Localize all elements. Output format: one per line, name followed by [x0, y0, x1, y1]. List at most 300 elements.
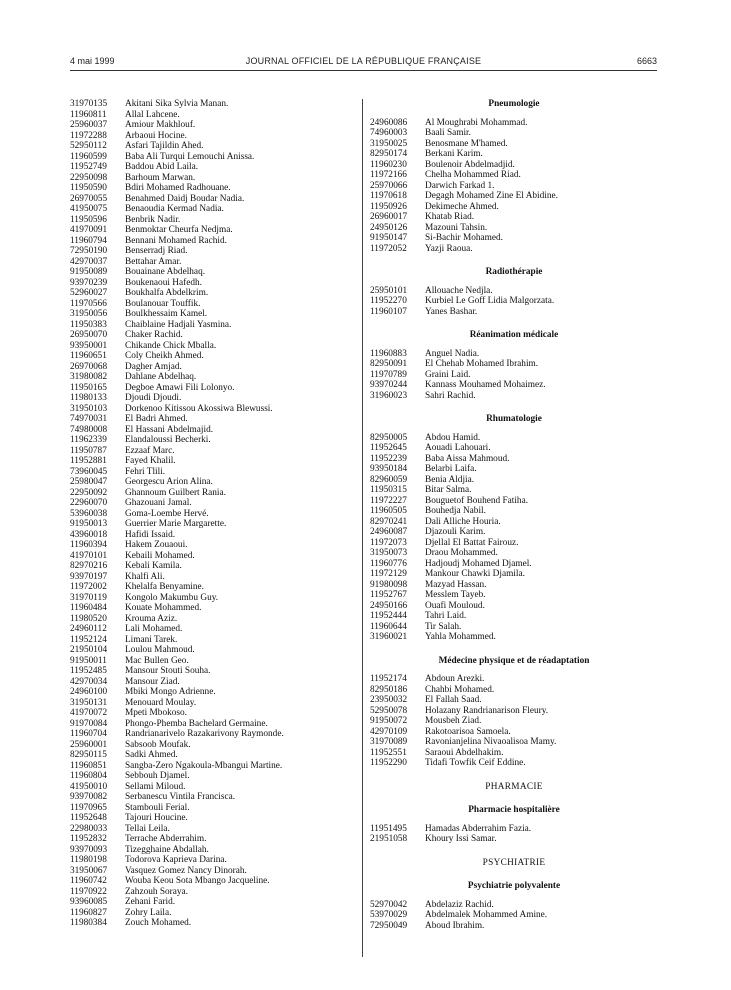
list-item [70, 708, 355, 719]
candidate-number: 11960811 [70, 109, 107, 120]
list-item [70, 425, 355, 436]
candidate-name: Benmoktar Cheurfa Nedjma. [125, 225, 233, 235]
candidate-number: 11960107 [370, 306, 407, 317]
spacer [370, 278, 658, 286]
list-item [370, 191, 658, 202]
list-item [370, 118, 658, 129]
candidate-name: Lali Mohamed. [125, 624, 183, 634]
candidate-name: Boukhalfa Abdelkrim. [125, 288, 209, 298]
candidate-name: Menouard Moulay. [125, 697, 197, 708]
candidate-name: Fehri Tlili. [125, 466, 166, 477]
list-item [70, 740, 355, 751]
list-item [70, 750, 355, 761]
candidate-name: Wouba Keou Sota Mbango Jacqueline. [125, 876, 270, 886]
list-item [370, 149, 658, 160]
candidate-name: El Fallah Saad. [425, 695, 482, 705]
candidate-name: Todorova Kaprieva Darina. [125, 855, 227, 865]
candidate-number: 11972073 [370, 537, 407, 548]
candidate-name: Hakem Zouaoui. [125, 540, 188, 550]
list-item [70, 645, 355, 656]
section-title-medecine-physique: Médecine physique et de réadaptation [438, 655, 590, 666]
candidate-name: Boulkhessaim Kamel. [125, 309, 208, 319]
section-title-reanimation: Réanimation médicale [469, 330, 559, 340]
candidate-name: Chaiblaine Hadjali Yasmina. [125, 319, 232, 330]
candidate-name: Ravonianjelina Nivaoalisoa Mamy. [425, 737, 557, 747]
list-item [70, 530, 355, 541]
list-item [70, 876, 355, 887]
candidate-name: Draou Mohammed. [425, 548, 498, 558]
list-item [70, 383, 355, 394]
candidate-name: Tajouri Houcine. [125, 813, 188, 823]
candidate-name: Ouafi Mouloud. [425, 600, 485, 611]
candidate-number: 11950787 [70, 445, 107, 456]
list-item [370, 464, 658, 475]
spacer [370, 341, 658, 349]
candidate-name: Zahzouh Soraya. [125, 886, 188, 897]
radiotherapie-list [370, 286, 658, 318]
list-item [70, 467, 355, 478]
candidate-number: 91950147 [370, 233, 408, 243]
list-item [70, 866, 355, 877]
candidate-name: Boulenoir Abdelmadjid. [425, 159, 515, 170]
candidate-number: 11951495 [370, 823, 407, 834]
candidate-name: Kebali Kamila. [125, 561, 182, 571]
candidate-name: Asfari Tajildin Ahed. [125, 141, 204, 151]
section-title-pneumologie: Pneumologie [488, 99, 540, 109]
candidate-number: 52960027 [70, 288, 108, 298]
list-item [70, 404, 355, 415]
candidate-name: Mpeti Mbokoso. [125, 708, 187, 718]
candidate-name: Baba Ali Turqui Lemouchi Anissa. [125, 151, 255, 162]
candidate-name: Arbaoui Hocine. [125, 130, 187, 141]
candidate-number: 93970197 [70, 571, 108, 582]
candidate-name: Bitar Salma. [425, 485, 472, 495]
list-item [370, 443, 658, 454]
list-item [70, 834, 355, 845]
candidate-number: 31950056 [70, 309, 108, 319]
list-item [70, 110, 355, 121]
candidate-name: Chahbi Mohamed. [425, 684, 495, 695]
candidate-name: Tahri Laid. [425, 611, 467, 621]
candidate-name: Hadjoudj Mohamed Djamel. [425, 558, 532, 569]
candidate-number: 82950091 [370, 359, 408, 369]
candidate-name: Tellai Leila. [125, 823, 170, 834]
candidate-number: 11950926 [370, 201, 407, 212]
spacer [370, 792, 658, 805]
candidate-number: 22950098 [70, 172, 108, 183]
candidate-number: 25960037 [70, 120, 108, 130]
list-item [370, 233, 658, 244]
candidate-name: Chikande Chick Mballa. [125, 340, 217, 351]
candidate-name: Tidafi Towfik Ceif Eddine. [425, 758, 526, 768]
candidate-name: Barhoum Marwan. [125, 172, 196, 183]
candidate-number: 11972129 [370, 569, 407, 579]
list-item [370, 139, 658, 150]
list-item [70, 414, 355, 425]
list-item [70, 582, 355, 593]
candidate-name: Sebbouh Djamel. [125, 771, 190, 781]
list-item [370, 181, 658, 192]
candidate-name: Anguel Nadia. [425, 348, 480, 359]
list-item [70, 278, 355, 289]
candidate-name: Stambouli Ferial. [125, 802, 190, 813]
candidate-name: Krouma Aziz. [125, 613, 178, 624]
list-item [70, 687, 355, 698]
candidate-name: Terrache Abderrahim. [125, 834, 207, 844]
candidate-number: 24950166 [370, 600, 408, 611]
candidate-name: Georgescu Arion Alina. [125, 477, 213, 487]
candidate-number: 11960505 [370, 506, 407, 516]
spacer [370, 666, 658, 674]
candidate-name: Sadki Ahmed. [125, 750, 178, 760]
candidate-number: 31970135 [70, 99, 108, 109]
list-item [70, 761, 355, 772]
candidate-name: Sellami Miloud. [125, 781, 186, 792]
candidate-number: 11960742 [70, 876, 107, 886]
candidate-number: 82950186 [370, 684, 408, 695]
candidate-name: Djellal El Battat Fairouz. [425, 537, 519, 548]
candidate-number: 11970922 [70, 886, 107, 897]
spacer [370, 401, 658, 414]
candidate-name: Darwich Farkad 1. [425, 180, 495, 191]
candidate-name: Bennani Mohamed Rachid. [125, 235, 227, 246]
candidate-number: 11960804 [70, 771, 107, 781]
list-item [70, 351, 355, 362]
list-item [70, 918, 355, 929]
candidate-name: Randrianarivelo Razakarivony Raymonde. [125, 729, 284, 739]
list-item [70, 446, 355, 457]
list-item [70, 635, 355, 646]
spacer [370, 769, 658, 782]
list-item [70, 456, 355, 467]
candidate-number: 52950112 [70, 141, 107, 151]
list-item [370, 824, 658, 835]
list-item [70, 152, 355, 163]
list-item [370, 286, 658, 297]
candidate-name: Baba Aissa Mahmoud. [425, 453, 510, 464]
list-item [70, 519, 355, 530]
column-divider [362, 99, 363, 957]
spacer [370, 643, 658, 656]
candidate-name: Akitani Sika Sylvia Manan. [125, 99, 229, 109]
list-item [70, 624, 355, 635]
section-heading-pharmacie: PHARMACIE [485, 781, 543, 792]
candidate-number: 72950049 [370, 920, 408, 931]
section-heading-psychiatrie: PSYCHIATRIE [482, 857, 546, 868]
list-item [370, 517, 658, 528]
list-item [370, 380, 658, 391]
list-item [70, 729, 355, 740]
candidate-name: Boulanouar Touffik. [125, 298, 201, 309]
list-item [370, 538, 658, 549]
candidate-name: Phongo-Phemba Bachelard Germaine. [125, 718, 268, 729]
candidate-number: 11980198 [70, 855, 107, 865]
list-item [370, 737, 658, 748]
candidate-name: Khelalfa Benyamine. [125, 582, 204, 592]
candidate-name: Ezzaaf Marc. [125, 445, 175, 456]
list-item [70, 813, 355, 824]
publication-date: 4 mai 1999 [70, 56, 115, 66]
candidate-number: 91970084 [70, 718, 108, 729]
list-item [70, 288, 355, 299]
list-item [70, 488, 355, 499]
list-item [70, 341, 355, 352]
candidate-number: 91980098 [370, 579, 408, 590]
candidate-number: 31950131 [70, 697, 108, 708]
list-item [370, 611, 658, 622]
candidate-number: 11960484 [70, 603, 107, 613]
list-item [70, 498, 355, 509]
candidate-name: Degboe Amawi Fili Lolonyo. [125, 382, 235, 393]
candidate-number: 11980133 [70, 393, 107, 403]
candidate-number: 11960776 [370, 558, 407, 569]
candidate-name: Bettahar Amar. [125, 256, 182, 267]
candidate-name: Chelha Mohammed Riad. [425, 170, 521, 180]
list-item [370, 674, 658, 685]
candidate-number: 11952239 [370, 453, 407, 464]
candidate-number: 41950010 [70, 781, 108, 792]
candidate-number: 41970101 [70, 550, 108, 561]
candidate-number: 42970109 [370, 726, 408, 737]
candidate-number: 11960794 [70, 235, 107, 246]
list-item [370, 170, 658, 181]
candidate-name: Boukenaoui Hafedh. [125, 277, 202, 288]
candidate-number: 82950174 [370, 149, 408, 159]
candidate-name: Kongolo Makumbu Guy. [125, 592, 219, 603]
candidate-name: Abdelmalek Mohammed Amine. [425, 910, 548, 920]
candidate-number: 26970068 [70, 361, 108, 372]
candidate-name: Dekimeche Ahmed. [425, 201, 499, 212]
candidate-name: Baddou Abid Laila. [125, 162, 199, 172]
candidate-number: 42970034 [70, 676, 108, 687]
section-title-pharmacie-hospitaliere: Pharmacie hospitalière [468, 805, 560, 815]
page-number: 6663 [636, 56, 657, 66]
candidate-number: 93970093 [70, 844, 108, 855]
candidate-number: 11950590 [70, 183, 107, 193]
header-rule [70, 70, 657, 71]
candidate-number: 11960394 [70, 540, 107, 550]
candidate-name: Chaker Rachid. [125, 330, 183, 340]
candidate-name: Hamadas Abderrahim Fazia. [425, 823, 532, 834]
candidate-number: 82970216 [70, 561, 108, 571]
candidate-name: Aboud Ibrahim. [425, 920, 485, 931]
candidate-number: 93960085 [70, 897, 108, 907]
candidate-number: 24960086 [370, 117, 408, 128]
candidate-number: 74970031 [70, 414, 108, 424]
candidate-number: 73960045 [70, 466, 108, 477]
candidate-name: Tizegghaine Abdallah. [125, 844, 209, 855]
list-item [70, 603, 355, 614]
list-item [370, 485, 658, 496]
candidate-number: 23950032 [370, 695, 408, 705]
candidate-name: Limani Tarek. [125, 634, 178, 645]
candidate-name: Zohry Laila. [125, 907, 172, 918]
candidate-number: 11960883 [370, 348, 407, 359]
list-item [70, 236, 355, 247]
page-header [70, 54, 657, 70]
candidate-name: Berkani Karim. [425, 149, 483, 159]
candidate-number: 11960851 [70, 760, 107, 771]
candidate-name: El Badri Ahmed. [125, 414, 188, 424]
candidate-name: Al Moughrabi Mohammad. [425, 117, 528, 128]
list-item [70, 204, 355, 215]
candidate-number: 42970037 [70, 256, 108, 267]
candidate-name: Mbiki Mongo Adrienne. [125, 687, 216, 697]
candidate-number: 11952124 [70, 634, 107, 645]
candidate-number: 91950011 [70, 655, 107, 666]
candidate-name: Si-Bachir Mohamed. [425, 233, 503, 243]
list-item [70, 887, 355, 898]
candidate-number: 31950067 [70, 865, 108, 876]
candidate-number: 11972288 [70, 130, 107, 141]
candidate-name: Bdiri Mohamed Radhouane. [125, 183, 231, 193]
right-column [370, 99, 658, 931]
candidate-name: Mazouni Tahsin. [425, 222, 488, 233]
medecine-physique-list [370, 674, 658, 769]
rhumatologie-list [370, 433, 658, 643]
candidate-number: 52950078 [370, 705, 408, 716]
candidate-name: Benserradj Riad. [125, 246, 188, 256]
list-item [370, 307, 658, 318]
candidate-name: Guerrier Marie Margarette. [125, 519, 227, 529]
list-item [70, 540, 355, 551]
list-item [370, 685, 658, 696]
candidate-number: 11952485 [70, 666, 107, 676]
candidate-name: Ghazouani Jamal. [125, 498, 192, 508]
list-item [70, 656, 355, 667]
candidate-name: Abdelaziz Rachid. [425, 899, 494, 910]
candidate-name: Kebaili Mohamed. [125, 550, 195, 561]
list-item [70, 215, 355, 226]
list-item [70, 99, 355, 110]
candidate-name: Bouguetof Bouhend Fatiha. [425, 495, 529, 506]
list-item [70, 792, 355, 803]
candidate-number: 11952270 [370, 296, 407, 306]
candidate-name: Belarbi Laifa. [425, 464, 477, 474]
candidate-name: Mansour Stouti Souha. [125, 666, 211, 676]
list-item [70, 551, 355, 562]
candidate-name: Mazyad Hassan. [425, 579, 487, 590]
left-entry-list [70, 99, 355, 929]
candidate-number: 91950013 [70, 519, 108, 529]
candidate-number: 53970029 [370, 910, 408, 920]
candidate-number: 26950070 [70, 330, 108, 340]
list-item [370, 475, 658, 486]
list-item [70, 309, 355, 320]
candidate-name: Benbrik Nadir. [125, 214, 181, 225]
list-item [70, 257, 355, 268]
candidate-number: 31950103 [70, 403, 108, 414]
list-item [370, 506, 658, 517]
candidate-name: Zouch Mohamed. [125, 918, 192, 928]
list-item [70, 162, 355, 173]
candidate-number: 11950165 [70, 382, 107, 393]
candidate-name: Khoury Issi Samar. [425, 834, 497, 844]
section-title-radiotherapie: Radiothérapie [485, 267, 543, 277]
list-item [370, 716, 658, 727]
candidate-name: Khatab Riad. [425, 212, 475, 222]
list-item [370, 910, 658, 921]
candidate-number: 41950075 [70, 204, 108, 214]
list-item [70, 393, 355, 404]
candidate-name: Mac Bullen Geo. [125, 655, 189, 666]
candidate-number: 11980384 [70, 918, 107, 928]
candidate-name: Kannass Mouhamed Mohaimez. [425, 380, 546, 390]
candidate-number: 11952444 [370, 611, 407, 621]
candidate-name: Allouache Nedjla. [425, 285, 493, 296]
candidate-number: 24960112 [70, 624, 107, 634]
candidate-name: Vasquez Gomez Nancy Dinorah. [125, 865, 247, 876]
candidate-number: 24950126 [370, 222, 408, 233]
list-item [70, 614, 355, 625]
list-item [370, 900, 658, 911]
candidate-name: Tir Salah. [425, 621, 462, 632]
candidate-number: 41970072 [70, 708, 108, 718]
list-item [370, 433, 658, 444]
candidate-name: Goma-Loembe Hervé. [125, 508, 209, 519]
list-item [70, 267, 355, 278]
section-title-psychiatrie-polyvalente: Psychiatrie polyvalente [467, 881, 561, 891]
list-item [370, 128, 658, 139]
list-item [370, 748, 658, 759]
candidate-number: 31950073 [370, 548, 408, 558]
candidate-number: 24960087 [370, 527, 408, 537]
candidate-name: Amiour Makhlouf. [125, 120, 196, 130]
candidate-number: 31970089 [370, 737, 408, 747]
candidate-number: 22960070 [70, 498, 108, 508]
list-item [370, 758, 658, 769]
candidate-name: Kurbiel Le Goff Lidia Malgorzata. [425, 296, 555, 306]
candidate-number: 11972227 [370, 495, 407, 506]
list-item [370, 921, 658, 932]
left-column [70, 99, 355, 929]
list-item [370, 569, 658, 580]
list-item [70, 782, 355, 793]
candidate-number: 53960038 [70, 508, 108, 519]
candidate-name: Allal Lahcene. [125, 109, 180, 120]
candidate-name: Mankour Chawki Djamila. [425, 569, 525, 579]
candidate-name: Benaoudia Kermad Nadia. [125, 204, 224, 214]
list-item [370, 695, 658, 706]
list-item [70, 225, 355, 236]
list-item [70, 330, 355, 341]
list-item [70, 803, 355, 814]
list-item [70, 173, 355, 184]
candidate-number: 93970082 [70, 792, 108, 802]
list-item [70, 372, 355, 383]
candidate-name: Djazouli Karim. [425, 527, 486, 537]
candidate-number: 52970042 [370, 899, 408, 910]
list-item [70, 593, 355, 604]
candidate-number: 11970789 [370, 369, 407, 380]
spacer [370, 425, 658, 433]
candidate-name: Bouainane Abdelhaq. [125, 267, 206, 277]
list-item [70, 677, 355, 688]
candidate-number: 41970091 [70, 225, 108, 235]
list-item [70, 845, 355, 856]
candidate-name: Messlem Tayeb. [425, 590, 486, 600]
list-item [370, 202, 658, 213]
list-item [370, 359, 658, 370]
list-item [70, 698, 355, 709]
candidate-name: Ghannoum Guilbert Rania. [125, 487, 226, 498]
spacer [370, 868, 658, 881]
candidate-name: Coly Cheikh Ahmed. [125, 351, 204, 361]
candidate-number: 11962339 [70, 435, 107, 445]
list-item [370, 349, 658, 360]
candidate-name: El Hassani Abdelmajid. [125, 424, 214, 435]
list-item [370, 160, 658, 171]
